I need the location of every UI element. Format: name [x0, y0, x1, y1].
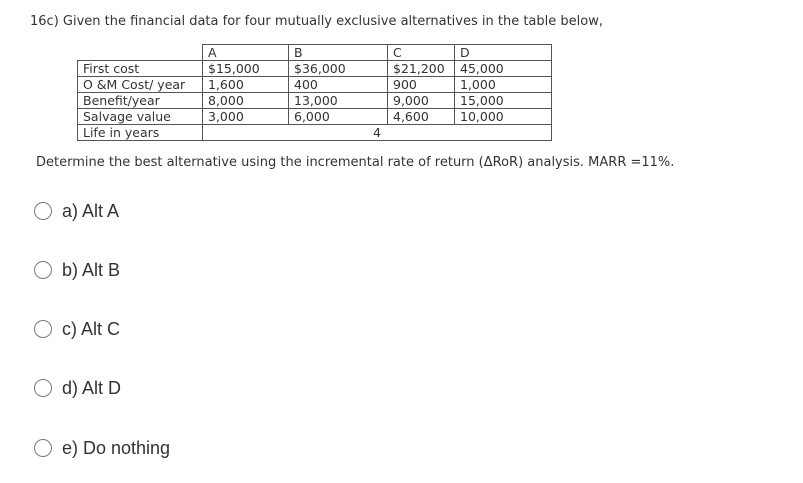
life-value-cell: 4 — [203, 125, 552, 141]
table-row — [78, 109, 552, 125]
column-header-b: B — [289, 45, 388, 61]
financial-data-table — [77, 44, 552, 141]
table-cell: 9,000 — [388, 93, 455, 109]
option-label: a) Alt A — [62, 200, 120, 221]
option-label: c) Alt C — [62, 318, 121, 339]
question-text: 16c) Given the financial data for four mutually exclusive alternatives in the table below, — [30, 14, 603, 29]
table-corner-cell — [78, 45, 203, 61]
column-header-a: A — [203, 45, 289, 61]
row-label: Life in years — [78, 125, 203, 141]
table-row — [78, 93, 552, 109]
radio-button[interactable] — [34, 439, 52, 457]
table-cell: 10,000 — [455, 109, 552, 125]
column-header-d: D — [455, 45, 552, 61]
option-b[interactable] — [34, 259, 120, 281]
table-cell: 400 — [289, 77, 388, 93]
table-cell: 1,600 — [203, 77, 289, 93]
option-e[interactable] — [34, 437, 170, 459]
row-label: Salvage value — [78, 109, 203, 125]
radio-button[interactable] — [34, 320, 52, 338]
table-row — [78, 61, 552, 77]
option-d[interactable] — [34, 377, 121, 399]
option-label: d) Alt D — [62, 377, 122, 398]
table-row — [78, 77, 552, 93]
option-c[interactable] — [34, 318, 120, 340]
row-label: First cost — [78, 61, 203, 77]
row-label: O &M Cost/ year — [78, 77, 203, 93]
table-header-row — [78, 45, 552, 61]
table-cell: 4,600 — [388, 109, 455, 125]
table-cell: 15,000 — [455, 93, 552, 109]
radio-button[interactable] — [34, 202, 52, 220]
row-label: Benefit/year — [78, 93, 203, 109]
table-cell: 13,000 — [289, 93, 388, 109]
table-cell: 8,000 — [203, 93, 289, 109]
column-header-c: C — [388, 45, 455, 61]
radio-button[interactable] — [34, 261, 52, 279]
table-cell: $15,000 — [203, 61, 289, 77]
table-cell: 1,000 — [455, 77, 552, 93]
table-cell: $21,200 — [388, 61, 455, 77]
table-cell: 3,000 — [203, 109, 289, 125]
table-cell: 900 — [388, 77, 455, 93]
option-a[interactable] — [34, 200, 119, 222]
table-cell: $36,000 — [289, 61, 388, 77]
table-row-life — [78, 125, 552, 141]
instruction-text: Determine the best alternative using the incremental rate of return (ΔRoR) analysis. MARR =11%. — [36, 155, 675, 170]
table-cell: 6,000 — [289, 109, 388, 125]
option-label: e) Do nothing — [62, 437, 171, 458]
table-cell: 45,000 — [455, 61, 552, 77]
option-label: b) Alt B — [62, 259, 121, 280]
radio-button[interactable] — [34, 379, 52, 397]
